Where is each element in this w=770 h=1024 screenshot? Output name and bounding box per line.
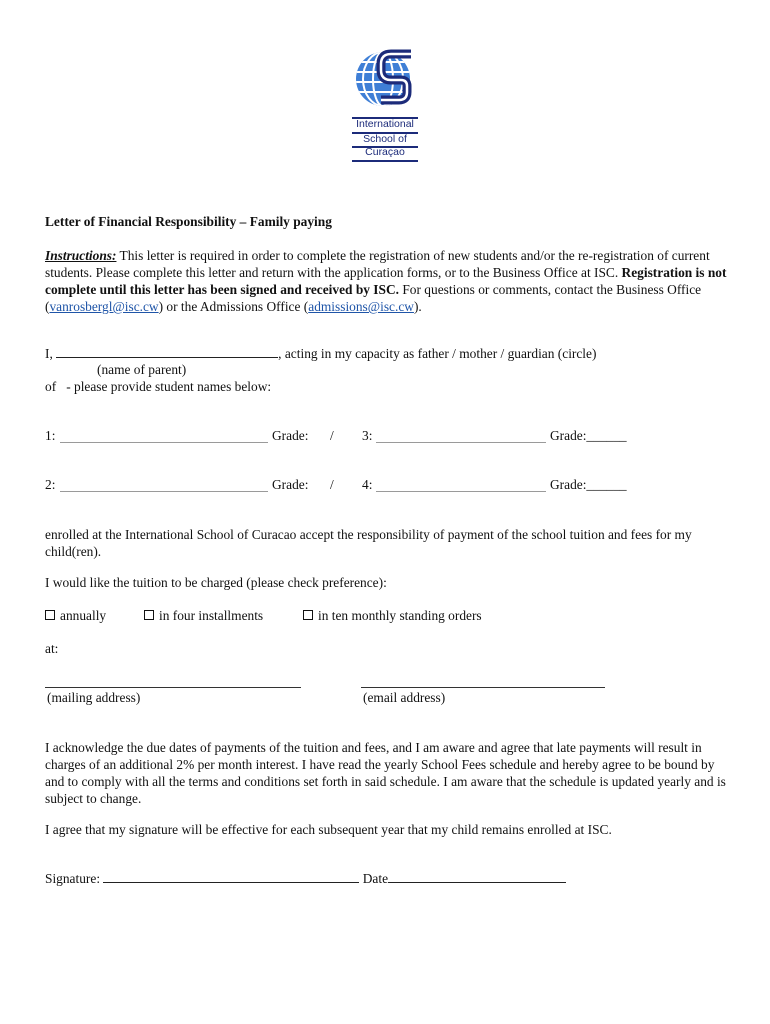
of-students-line: of - please provide student names below: bbox=[45, 379, 272, 394]
instructions-text-4: ). bbox=[413, 299, 422, 314]
parent-name-caption: (name of parent) bbox=[97, 362, 187, 377]
option-ten-monthly[interactable] bbox=[303, 608, 482, 624]
agree-paragraph: I agree that my signature will be effective for each subsequent year that my child remains enrolled at ISC. bbox=[45, 822, 612, 837]
email-address-caption: (email address) bbox=[363, 690, 446, 705]
instructions-bold-notice: Registration is not complete until this letter has been signed and received by ISC. bbox=[45, 265, 727, 297]
annually-label: annually bbox=[60, 608, 107, 623]
parent-prefix: I, bbox=[45, 346, 53, 361]
annually-checkbox[interactable] bbox=[45, 610, 55, 620]
date-field[interactable] bbox=[388, 870, 566, 883]
four-installments-label: in four installments bbox=[159, 608, 264, 623]
tuition-prompt: I would like the tuition to be charged (please check preference): bbox=[45, 575, 387, 590]
document-title: Letter of Financial Responsibility – Family paying bbox=[45, 214, 332, 229]
student-4-name-field[interactable] bbox=[376, 491, 546, 492]
student-1-grade-label: Grade: bbox=[272, 428, 309, 443]
instructions-paragraph bbox=[45, 247, 735, 315]
student-1-number: 1: bbox=[45, 428, 56, 443]
student-1-name-field[interactable] bbox=[60, 442, 268, 443]
instructions-text: This letter is required in order to complete the registration of new students and/or the re-registration of current students. Please complete this letter and return with the application forms, or to the Business Office at ISC. bbox=[45, 248, 710, 280]
ten-monthly-label: in ten monthly standing orders bbox=[318, 608, 482, 623]
student-3-grade[interactable]: Grade:______ bbox=[550, 428, 627, 443]
signature-field[interactable] bbox=[103, 870, 359, 883]
option-four-installments[interactable] bbox=[144, 608, 263, 624]
parent-name-field[interactable] bbox=[56, 345, 278, 358]
at-label: at: bbox=[45, 641, 59, 656]
ten-monthly-checkbox[interactable] bbox=[303, 610, 313, 620]
enrolled-paragraph: enrolled at the International School of Curacao accept the responsibility of payment of the school tuition and fees for my child(ren). bbox=[45, 527, 692, 559]
parent-line bbox=[45, 345, 596, 362]
parent-suffix: , acting in my capacity as father / mother / guardian (circle) bbox=[278, 346, 597, 361]
instructions-text-3: ) or the Admissions Office ( bbox=[158, 299, 309, 314]
student-2-name-field[interactable] bbox=[60, 491, 268, 492]
logo-line-2: School of bbox=[363, 133, 407, 145]
student-2-grade-label: Grade: bbox=[272, 477, 309, 492]
date-label: Date bbox=[362, 871, 389, 886]
mailing-address-field[interactable] bbox=[45, 687, 301, 688]
option-annually[interactable] bbox=[45, 608, 106, 624]
mailing-address-caption: (mailing address) bbox=[47, 690, 141, 705]
logo-rule bbox=[352, 160, 418, 162]
student-3-number: 3: bbox=[362, 428, 373, 443]
business-office-email-link[interactable]: vanrosbergl@isc.cw bbox=[49, 299, 159, 314]
signature-label: Signature: bbox=[45, 871, 101, 886]
student-3-name-field[interactable] bbox=[376, 442, 546, 443]
student-4-grade[interactable]: Grade:______ bbox=[550, 477, 627, 492]
acknowledge-paragraph: I acknowledge the due dates of payments of the tuition and fees, and I am aware and agree that late payments will result in charges of an additional 2% per month interest. I have read the yearly School Fees schedule and hereby agree to be bound by and to comply with all the terms and conditions set forth in said schedule. I am aware that the schedule is updated yearly and is subject to change. bbox=[45, 740, 726, 806]
signature-line bbox=[45, 870, 566, 887]
instructions-label: Instructions: bbox=[45, 248, 117, 263]
logo-line-1: International bbox=[356, 118, 414, 130]
four-installments-checkbox[interactable] bbox=[144, 610, 154, 620]
email-address-field[interactable] bbox=[361, 687, 605, 688]
student-1-grade-slash: / bbox=[330, 428, 334, 443]
admissions-email-link[interactable]: admissions@isc.cw bbox=[308, 299, 414, 314]
logo-line-3: Curaçao bbox=[365, 146, 405, 158]
student-2-grade-slash: / bbox=[330, 477, 334, 492]
instructions-text-2: For questions or comments, contact the Business Office ( bbox=[45, 282, 702, 314]
student-2-number: 2: bbox=[45, 477, 56, 492]
student-4-number: 4: bbox=[362, 477, 373, 492]
